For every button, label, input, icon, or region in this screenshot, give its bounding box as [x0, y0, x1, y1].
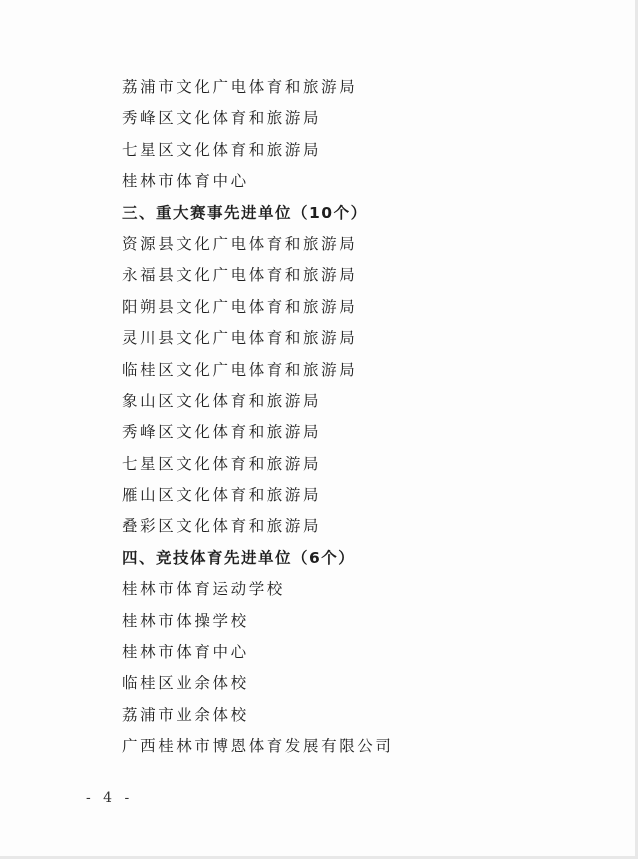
list-item: 广西桂林市博恩体育发展有限公司	[122, 737, 394, 756]
list-item: 灵川县文化广电体育和旅游局	[122, 329, 358, 348]
list-item: 桂林市体育中心	[122, 643, 249, 662]
section-heading: 三、重大赛事先进单位（10个）	[122, 203, 368, 222]
list-item: 桂林市体育运动学校	[122, 580, 285, 599]
section-heading: 四、竞技体育先进单位（6个）	[122, 548, 356, 567]
list-item: 叠彩区文化体育和旅游局	[122, 517, 322, 536]
list-item: 象山区文化体育和旅游局	[122, 391, 322, 410]
list-item: 荔浦市文化广电体育和旅游局	[122, 78, 358, 96]
list-item: 秀峰区文化体育和旅游局	[122, 423, 322, 442]
list-item: 桂林市体操学校	[122, 611, 249, 630]
list-item: 七星区文化体育和旅游局	[122, 140, 322, 159]
list-item: 桂林市体育中心	[122, 172, 249, 191]
list-item: 秀峰区文化体育和旅游局	[122, 109, 322, 128]
document-body	[122, 72, 602, 763]
list-item: 阳朔县文化广电体育和旅游局	[122, 297, 358, 316]
list-item: 资源县文化广电体育和旅游局	[122, 234, 358, 253]
list-item: 荔浦市业余体校	[122, 705, 249, 724]
list-item: 临桂区文化广电体育和旅游局	[122, 360, 358, 379]
list-item: 七星区文化体育和旅游局	[122, 454, 322, 473]
list-item: 永福县文化广电体育和旅游局	[122, 266, 358, 285]
list-item: 临桂区业余体校	[122, 674, 249, 693]
page-number: - 4 -	[86, 790, 134, 806]
list-item: 雁山区文化体育和旅游局	[122, 486, 322, 505]
